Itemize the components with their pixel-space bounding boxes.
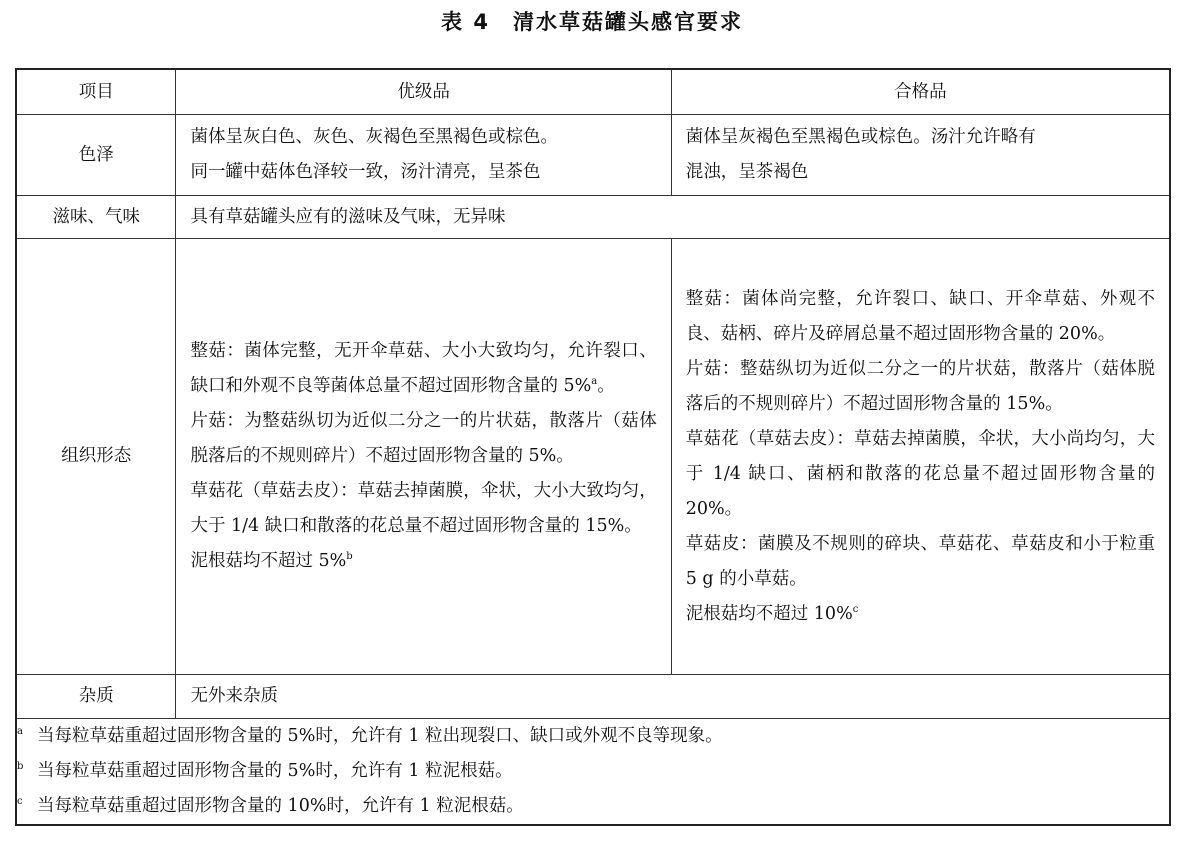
table-row-taste <box>16 196 1170 239</box>
table-title: 表 4 清水草菇罐头感官要求 <box>441 10 743 34</box>
texture-excellent-mudroot <box>190 544 656 579</box>
color-excellent-line-1: 菌体呈灰白色、灰色、灰褐色至黑褐色或棕色。 <box>190 127 558 147</box>
impurity-text: 无外来杂质 <box>190 686 278 706</box>
footnote-text-c: 当每粒草菇重超过固形物含量的 10%时，允许有 1 粒泥根菇。 <box>37 796 524 816</box>
row-label-taste: 滋味、气味 <box>16 196 176 239</box>
footnote-ref-b: b <box>346 551 353 563</box>
footnote-a: a 当每粒草菇重超过固形物含量的 5%时，允许有 1 粒出现裂口、缺口或外观不良等现象。 <box>17 726 723 746</box>
footnote-ref-a: a <box>591 376 598 388</box>
texture-qualified-slice: 片菇：整菇纵切为近似二分之一的片状菇，散落片（菇体脱落后的不规则碎片）不超过固形物含量的 15%。 <box>685 358 1155 414</box>
texture-excellent-mudroot-text: 泥根菇均不超过 5% <box>190 551 347 571</box>
texture-qualified-whole: 整菇：菌体尚完整，允许裂口、缺口、开伞草菇、外观不良、菇柄、碎片及碎屑总量不超过固形物含量的 20%。 <box>685 288 1155 344</box>
footnote-text-b: 当每粒草菇重超过固形物含量的 5%时，允许有 1 粒泥根菇。 <box>37 761 513 781</box>
row-label-texture: 组织形态 <box>16 239 176 675</box>
header-item: 项目 <box>16 69 176 115</box>
table-row-color <box>16 115 1170 196</box>
texture-qualified-skin: 草菇皮：菌膜及不规则的碎块、草菇花、草菇皮和小于粒重 5 g 的小草菇。 <box>685 533 1155 589</box>
footnotes-cell <box>16 719 1170 826</box>
texture-qualified-mudroot-text: 泥根菇均不超过 10% <box>685 603 853 624</box>
header-qualified: 合格品 <box>671 69 1170 115</box>
texture-excellent-whole <box>190 334 656 404</box>
taste-cell <box>176 196 1170 239</box>
texture-excellent-slice: 片菇：为整菇纵切为近似二分之一的片状菇，散落片（菇体脱落后的不规则碎片）不超过固形物含量的 5%。 <box>190 411 657 466</box>
impurity-cell <box>176 675 1170 719</box>
color-qualified-cell <box>671 115 1170 196</box>
texture-qualified-cell <box>671 239 1170 675</box>
texture-excellent-whole-end: 。 <box>597 376 615 396</box>
footnote-text-a: 当每粒草菇重超过固形物含量的 5%时，允许有 1 粒出现裂口、缺口或外观不良等现象。 <box>37 726 723 746</box>
row-label-color: 色泽 <box>16 115 176 196</box>
texture-excellent-cell <box>176 239 671 675</box>
footnote-c: c 当每粒草菇重超过固形物含量的 10%时，允许有 1 粒泥根菇。 <box>17 796 524 816</box>
texture-qualified-flower: 草菇花（草菇去皮）：草菇去掉菌膜，伞状，大小尚均匀，大于 1/4 缺口、菌柄和散落的花总量不超过固形物含量的 20%。 <box>685 428 1155 519</box>
table-row-impurity <box>16 675 1170 719</box>
texture-qualified-mudroot <box>686 597 1155 632</box>
table-row-texture <box>16 239 1170 675</box>
footnote-ref-c: c <box>852 603 859 615</box>
color-qualified-line-2: 混浊，呈茶褐色 <box>685 162 809 182</box>
header-row <box>16 69 1170 115</box>
row-label-impurity: 杂质 <box>16 675 176 719</box>
texture-excellent-flower: 草菇花（草菇去皮）：草菇去掉菌膜，伞状，大小大致均匀，大于 1/4 缺口和散落的花总量不超过固形物含量的 15%。 <box>190 481 657 536</box>
color-qualified-line-1: 菌体呈灰褐色至黑褐色或棕色。汤汁允许略有 <box>685 127 1036 147</box>
footnote-b: b 当每粒草菇重超过固形物含量的 5%时，允许有 1 粒泥根菇。 <box>17 761 513 781</box>
color-excellent-line-2: 同一罐中菇体色泽较一致，汤汁清亮，呈茶色 <box>190 162 541 182</box>
texture-excellent-whole-text: 整菇：菌体完整，无开伞草菇、大小大致均匀，允许裂口、缺口和外观不良等菌体总量不超过固形物含量的 5% <box>190 341 657 396</box>
table-row-footnotes <box>16 719 1170 826</box>
header-excellent: 优级品 <box>176 69 671 115</box>
taste-text: 具有草菇罐头应有的滋味及气味，无异味 <box>190 206 506 227</box>
sensory-requirements-table <box>15 68 1171 826</box>
color-excellent-cell <box>176 115 671 196</box>
